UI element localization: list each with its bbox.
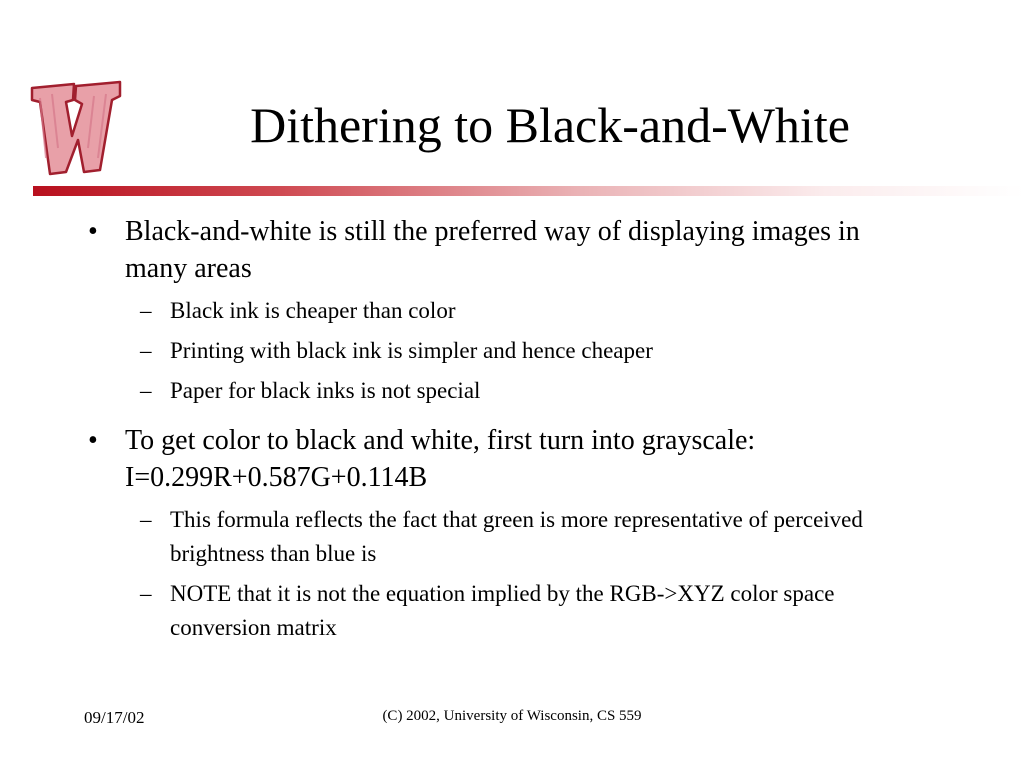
footer-copyright: (C) 2002, University of Wisconsin, CS 559 [382,708,642,724]
slide-body [0,213,1024,651]
footer-date: 09/17/02 [84,708,145,727]
sub-bullet-marker: – [140,378,152,403]
sub-bullet-marker: – [140,507,152,532]
w-logo-graphic [28,78,132,178]
sub-bullet-text: Paper for black inks is not special [170,378,481,403]
spacer [0,414,1024,422]
bullet-item [0,213,925,287]
sub-bullet-item [0,577,930,645]
bullet-text: To get color to black and white, first turn into grayscale: I=0.299R+0.587G+0.114B [125,425,756,493]
sub-bullet-marker: – [140,298,152,323]
bullet-marker: • [88,216,98,247]
sub-bullet-marker: – [140,338,152,363]
sub-bullet-text: Black ink is cheaper than color [170,298,456,323]
bullet-item [0,422,925,496]
wisconsin-w-logo-icon [28,78,132,178]
sub-bullet-item [0,374,930,408]
sub-bullet-text: Printing with black ink is simpler and hence cheaper [170,338,653,363]
slide-title: Dithering to Black-and-White [250,97,850,153]
title-divider [33,186,1024,196]
sub-bullet-text: This formula reflects the fact that green is more representative of perceived brightness than blue is [170,507,863,566]
bullet-text: Black-and-white is still the preferred way of displaying images in many areas [125,216,860,284]
sub-bullet-item [0,334,930,368]
sub-bullet-item [0,503,930,571]
sub-bullet-item [0,294,930,328]
sub-bullet-text: NOTE that it is not the equation implied by the RGB->XYZ color space conversion matrix [170,581,835,640]
sub-bullet-marker: – [140,581,152,606]
bullet-marker: • [88,425,98,456]
